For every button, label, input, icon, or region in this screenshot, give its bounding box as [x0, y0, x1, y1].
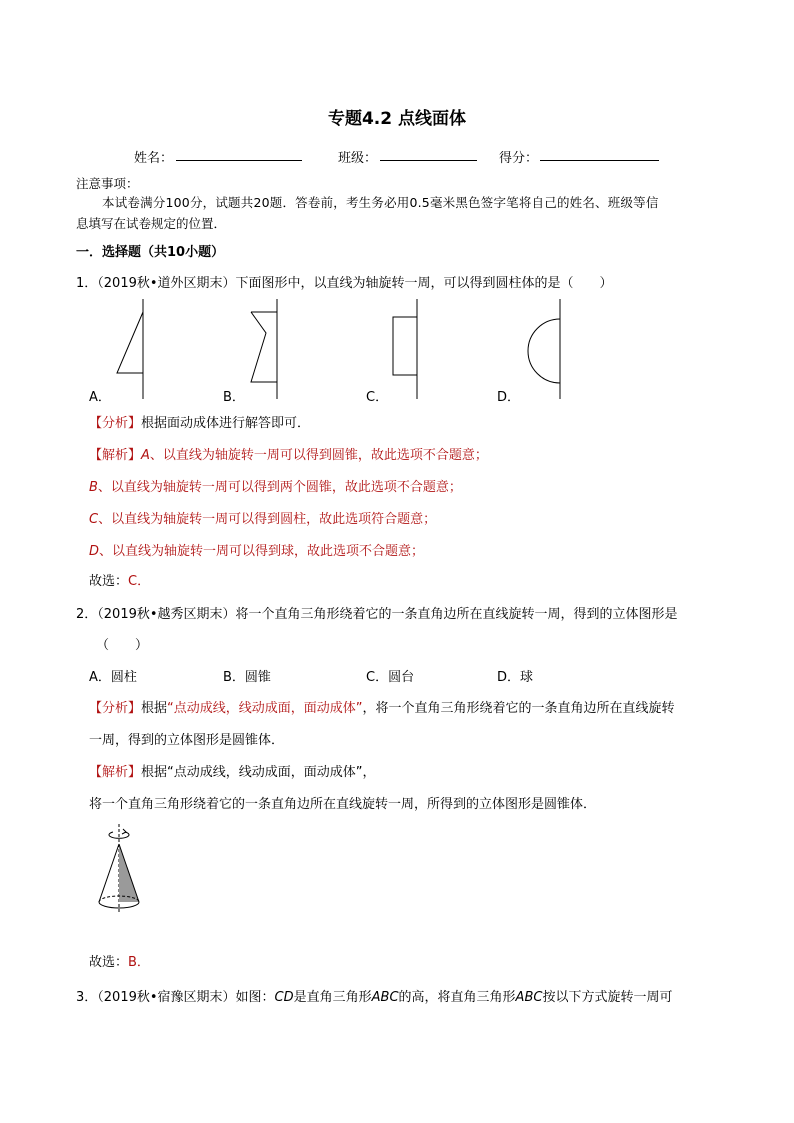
- name-label: 姓名：: [134, 151, 174, 166]
- option-letter: D: [89, 544, 100, 559]
- q2-solution-line1: [89, 761, 376, 780]
- answer-prefix: 故选：: [89, 574, 129, 589]
- q2-answer: [89, 951, 150, 970]
- analysis-text: 根据: [141, 701, 168, 716]
- solution-text: 、以直线为轴旋转一周可以得到球，故此选项不合题意；: [99, 544, 425, 559]
- class-field[interactable]: [380, 146, 477, 161]
- q3-stem-text: 3．（2019秋•宿豫区期末）如图：: [76, 990, 275, 1005]
- q2-option-d[interactable]: D．球: [497, 670, 534, 685]
- solution-text: 、以直线为轴旋转一周可以得到两个圆锥，故此选项不合题意；: [97, 480, 462, 495]
- q1-solution-b: [89, 476, 462, 495]
- name-field[interactable]: [176, 146, 302, 161]
- q2-option-b[interactable]: B．圆锥: [223, 670, 271, 685]
- q2-option-a[interactable]: A．圆柱: [89, 670, 137, 685]
- analysis-tag: 【分析】: [89, 701, 142, 716]
- analysis-tag: 【分析】: [89, 416, 142, 431]
- q1-stem: 1．（2019秋•道外区期末）下面图形中，以直线为轴旋转一周，可以得到圆柱体的是（ ）: [76, 276, 613, 291]
- answer-value: C．: [128, 574, 151, 589]
- q1-option-b[interactable]: B．: [223, 390, 245, 405]
- analysis-quote: “点动成线，线动成面，面动成体”: [167, 701, 363, 716]
- cone-figure: [82, 822, 162, 932]
- q1-solution-c: [89, 508, 436, 527]
- solution-text: 、以直线为轴旋转一周可以得到圆锥，故此选项不合题意；: [149, 448, 488, 463]
- segment-cd: CD: [274, 990, 294, 1005]
- option-letter: B: [89, 480, 98, 495]
- figure-b-double-triangle: [251, 299, 277, 399]
- triangle-abc: ABC: [515, 990, 543, 1005]
- q3-stem: [76, 986, 672, 1005]
- q3-stem-text: 是直角三角形: [293, 990, 372, 1005]
- q1-analysis: [89, 412, 310, 431]
- q3-stem-text: 的高，将直角三角形: [398, 990, 516, 1005]
- analysis-text: 根据面动成体进行解答即可．: [141, 416, 311, 431]
- q1-option-d[interactable]: D．: [497, 390, 521, 405]
- q3-stem-text: 按以下方式旋转一周可: [542, 990, 673, 1005]
- q2-option-c[interactable]: C．圆台: [366, 670, 415, 685]
- q2-analysis: [89, 697, 675, 716]
- q2-stem: 2．（2019秋•越秀区期末）将一个直角三角形绕着它的一条直角边所在直线旋转一周，得到的立体图形是: [76, 607, 678, 622]
- q1-figures: [0, 295, 794, 405]
- q1-option-a[interactable]: A．: [89, 390, 111, 405]
- option-letter: A: [141, 448, 150, 463]
- q2-solution-line2: 将一个直角三角形绕着它的一条直角边所在直线旋转一周，所得到的立体图形是圆锥体．: [89, 797, 597, 812]
- solution-text: 、以直线为轴旋转一周可以得到圆柱，故此选项符合题意；: [98, 512, 437, 527]
- option-letter: C: [89, 512, 99, 527]
- q1-solution-d: [89, 540, 424, 559]
- score-label: 得分：: [499, 151, 539, 166]
- triangle-abc: ABC: [371, 990, 399, 1005]
- score-field[interactable]: [540, 146, 659, 161]
- q1-answer: [89, 570, 150, 589]
- section-heading: 一．选择题（共10小题）: [76, 245, 225, 260]
- page-title: 专题4.2 点线面体: [327, 109, 467, 129]
- notice-line1: 本试卷满分100分，试题共20题．答卷前，考生务必用0.5毫米黑色签字笔将自己的姓名、班级等信: [102, 195, 659, 210]
- analysis-text: ，将一个直角三角形绕着它的一条直角边所在直线旋转: [362, 701, 675, 716]
- figure-a-triangle: [117, 299, 143, 399]
- answer-value: B．: [128, 955, 150, 970]
- q1-option-c[interactable]: C．: [366, 390, 389, 405]
- q2-analysis-line2: 一周，得到的立体图形是圆锥体．: [89, 733, 285, 748]
- solution-tag: 【解析】: [89, 448, 142, 463]
- solution-tag: 【解析】: [89, 765, 142, 780]
- notice-heading: 注意事项：: [76, 176, 139, 191]
- q2-stem-paren: （ ）: [96, 638, 149, 653]
- solution-text: 根据“点动成线，线动成面，面动成体”，: [141, 765, 376, 780]
- figure-d-semicircle: [528, 299, 560, 399]
- notice-line2: 息填写在试卷规定的位置．: [76, 216, 227, 231]
- class-label: 班级：: [338, 151, 378, 166]
- figure-c-rectangle: [393, 299, 417, 399]
- answer-prefix: 故选：: [89, 955, 129, 970]
- q1-solution-a: [89, 444, 488, 463]
